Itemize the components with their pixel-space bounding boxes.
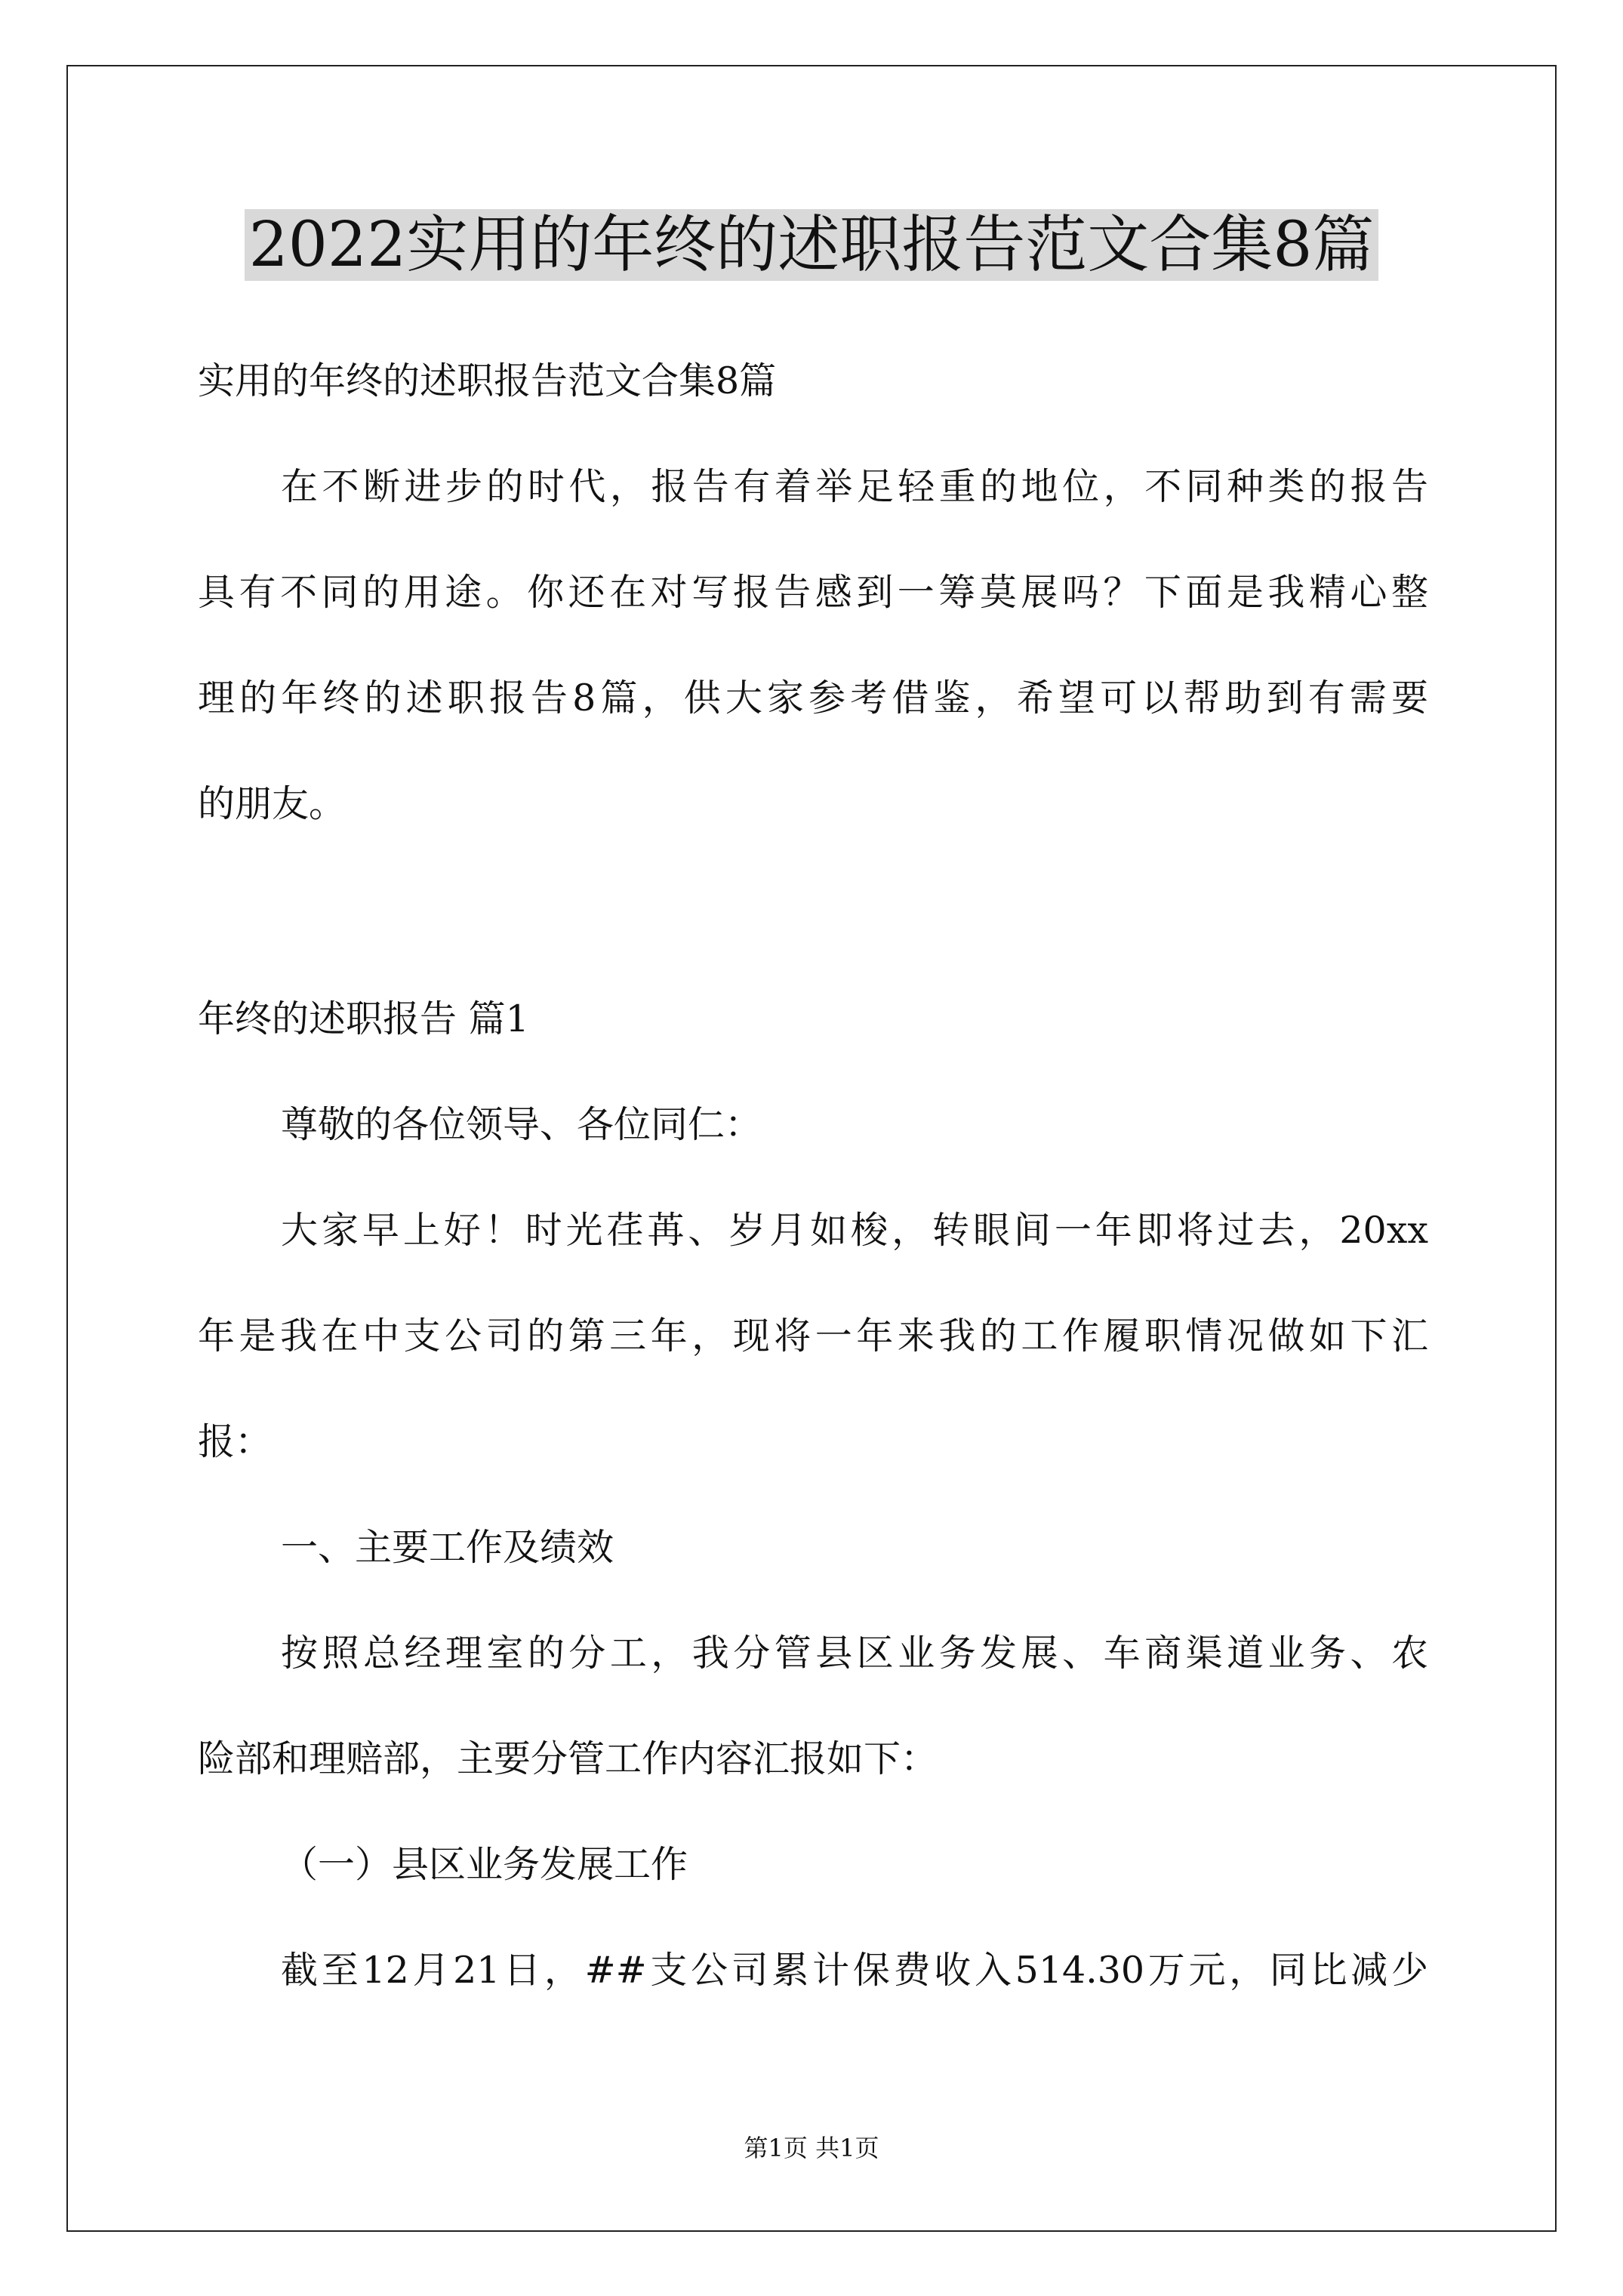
body-last-line: 截至12月21日，##支公司累计保费收入514.30万元，同比减少	[281, 1949, 1428, 1992]
greeting-line-1: 大家早上好！时光荏苒、岁月如梭，转眼间一年即将过去，20xx	[281, 1209, 1428, 1252]
section-heading: 年终的述职报告 篇1	[198, 997, 529, 1040]
page-footer: 第1页 共1页	[744, 2134, 879, 2162]
intro-line-1: 在不断进步的时代，报告有着举足轻重的地位，不同种类的报告	[281, 465, 1428, 508]
division-line-2: 险部和理赔部，主要分管工作内容汇报如下：	[198, 1737, 938, 1780]
intro-line-3: 理的年终的述职报告8篇，供大家参考借鉴，希望可以帮助到有需要	[198, 676, 1428, 720]
salutation: 尊敬的各位领导、各位同仁：	[281, 1103, 762, 1146]
intro-line-2: 具有不同的用途。你还在对写报告感到一筹莫展吗？下面是我精心整	[198, 571, 1428, 614]
subheading-one: （一）县区业务发展工作	[281, 1843, 688, 1886]
greeting-line-3: 报：	[198, 1420, 273, 1463]
division-line-1: 按照总经理室的分工，我分管县区业务发展、车商渠道业务、农	[281, 1632, 1428, 1675]
intro-line-4: 的朋友。	[198, 782, 346, 825]
greeting-line-2: 年是我在中支公司的第三年，现将一年来我的工作履职情况做如下汇	[198, 1314, 1428, 1358]
document-title	[0, 204, 1623, 287]
document-title-text: 2022实用的年终的述职报告范文合集8篇	[245, 209, 1379, 281]
document-subtitle: 实用的年终的述职报告范文合集8篇	[198, 359, 777, 402]
heading-one: 一、主要工作及绩效	[281, 1526, 614, 1569]
